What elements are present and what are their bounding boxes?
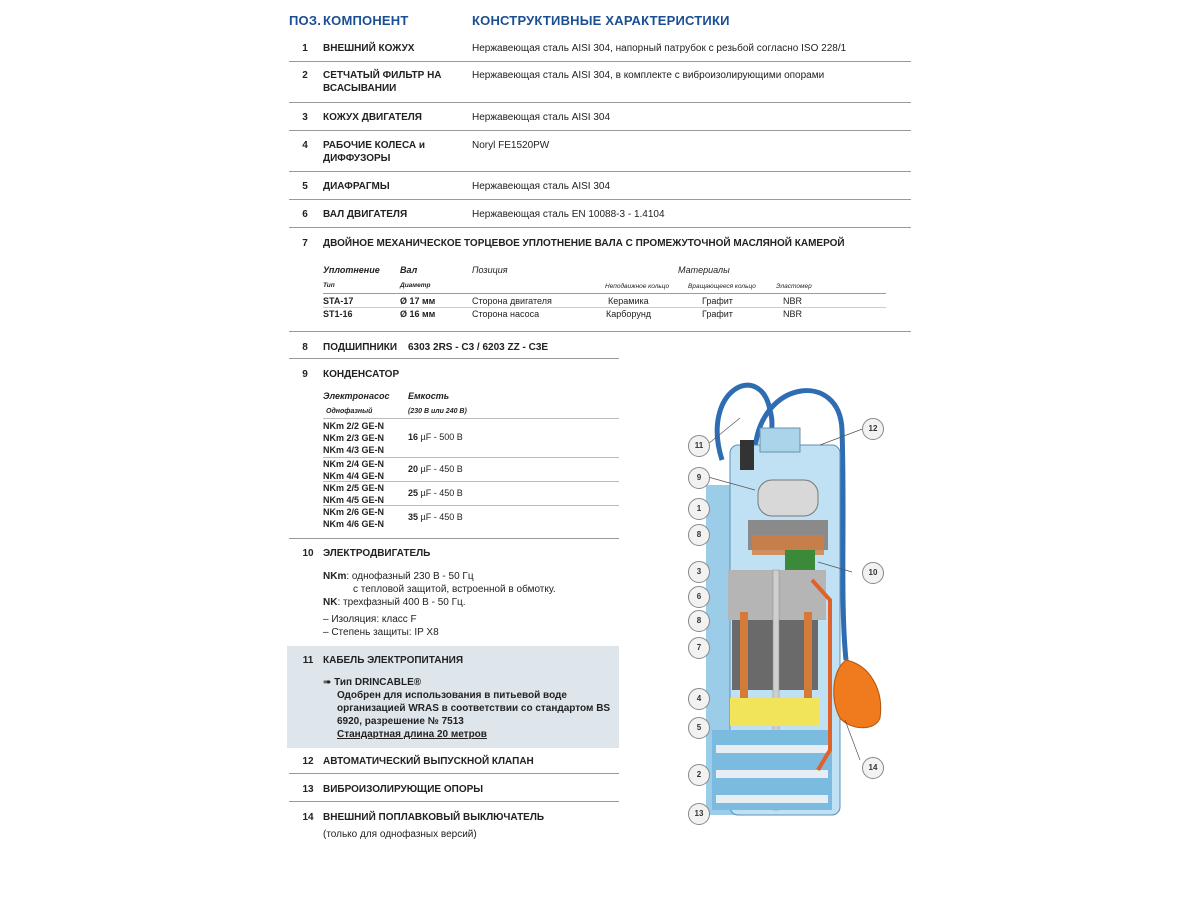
row-number: 3 [302, 112, 308, 123]
row-number: 9 [302, 369, 308, 380]
motor-nk: NK: трехфазный 400 В - 50 Гц. [323, 597, 466, 608]
header-component: КОМПОНЕНТ [323, 13, 409, 28]
cap-subheader-phase: Однофазный [326, 408, 373, 415]
seal-subheader-type: Тип [323, 282, 335, 289]
cap-value: 25 µF - 450 В [408, 488, 463, 498]
seal-fixed-ring: Керамика [608, 296, 649, 306]
winding-left [740, 612, 748, 702]
component-name: ВАЛ ДВИГАТЕЛЯ [323, 209, 408, 220]
row-number: 1 [302, 43, 308, 54]
row-number: 8 [302, 342, 308, 353]
cap-models: NKm 2/2 GE-N NKm 2/3 GE-N NKm 4/3 GE-N [323, 421, 385, 455]
bearings-value: 6303 2RS - C3 / 6203 ZZ - C3E [408, 342, 549, 353]
component-desc: Нержавеющая сталь AISI 304 [472, 181, 611, 192]
divider [323, 293, 886, 294]
component-name: КОНДЕНСАТОР [323, 369, 400, 380]
impeller-3 [716, 795, 828, 803]
cable-length: Стандартная длина 20 метров [337, 729, 487, 740]
seal-subheader-rotating-ring: Вращающееся кольцо [688, 283, 756, 290]
seal-rotating-ring: Графит [702, 309, 733, 319]
cap-models: NKm 2/5 GE-N NKm 4/5 GE-N [323, 483, 385, 505]
row-number: 11 [302, 655, 314, 666]
component-desc: Нержавеющая сталь AISI 304 [472, 112, 611, 123]
cable-approval-line: Одобрен для использования в питьевой воде [337, 690, 567, 701]
seal-diameter: Ø 16 мм [400, 309, 436, 319]
callout-13: 13 [688, 803, 710, 825]
capacitor [758, 480, 818, 516]
row-number: 14 [302, 812, 314, 823]
component-name: КАБЕЛЬ ЭЛЕКТРОПИТАНИЯ [323, 655, 464, 666]
callout-12: 12 [862, 418, 884, 440]
seal-header-shaft: Вал [400, 265, 418, 275]
cap-models: NKm 2/6 GE-N NKm 4/6 GE-N [323, 507, 385, 529]
divider [289, 199, 911, 200]
seal-header-position: Позиция [472, 265, 508, 275]
callout-14: 14 [862, 757, 884, 779]
divider [289, 358, 619, 359]
float-switch [834, 660, 881, 728]
row-number: 6 [302, 209, 308, 220]
row-number: 13 [302, 784, 314, 795]
seal-position: Сторона двигателя [472, 296, 552, 306]
row-number: 12 [302, 756, 314, 767]
cable-approval-line: 6920, разрешение № 7513 [337, 716, 464, 727]
callout-3: 3 [688, 561, 710, 583]
valve-housing [760, 428, 800, 452]
seal-subheader-fixed-ring: Неподвижное кольцо [605, 283, 670, 290]
header-pos: ПОЗ. [289, 13, 322, 28]
seal-position: Сторона насоса [472, 309, 540, 319]
cap-header-pump: Электронасос [323, 391, 390, 401]
winding-right [804, 612, 812, 702]
row-number: 7 [302, 238, 308, 249]
callout-1: 1 [688, 498, 710, 520]
cap-value: 16 µF - 500 В [408, 432, 463, 442]
cap-subheader-voltage: (230 В или 240 В) [408, 408, 467, 415]
cap-value: 20 µF - 450 В [408, 464, 463, 474]
row-number: 5 [302, 181, 308, 192]
seal-elastomer: NBR [783, 296, 803, 306]
motor-nkm-note: с тепловой защитой, встроенной в обмотку. [353, 584, 556, 595]
divider [323, 418, 619, 419]
callout-11: 11 [688, 435, 710, 457]
callout-6: 6 [688, 586, 710, 608]
divider [289, 227, 911, 228]
row-number: 2 [302, 70, 308, 81]
cap-header-capacity: Емкость [408, 391, 450, 401]
oil-chamber [730, 698, 820, 726]
divider [289, 538, 619, 539]
component-name: СЕТЧАТЫЙ ФИЛЬТР НА ВСАСЫВАНИИ [323, 70, 442, 94]
row-number: 4 [302, 140, 308, 151]
cable-type: ➠ Тип DRINCABLE® [323, 677, 422, 688]
component-note: (только для однофазных версий) [323, 829, 477, 840]
motor-nkm: NKm: однофазный 230 В - 50 Гц [323, 571, 474, 582]
callout-2: 2 [688, 764, 710, 786]
cable-approval-line: организацией WRAS в соответствии со стандартом BS [337, 703, 611, 714]
header-characteristics: КОНСТРУКТИВНЫЕ ХАРАКТЕРИСТИКИ [472, 13, 730, 28]
seal-subheader-diameter: Диаметр [400, 282, 431, 289]
component-name: РАБОЧИЕ КОЛЕСА и ДИФФУЗОРЫ [323, 140, 426, 164]
seal-type: STA-17 [323, 296, 354, 306]
cap-value: 35 µF - 450 В [408, 512, 463, 522]
component-name: ЭЛЕКТРОДВИГАТЕЛЬ [323, 548, 431, 559]
divider [289, 130, 911, 131]
callout-10: 10 [862, 562, 884, 584]
component-desc: Noryl FE1520PW [472, 140, 550, 151]
callout-8b: 8 [688, 610, 710, 632]
component-name: ВНЕШНИЙ ПОПЛАВКОВЫЙ ВЫКЛЮЧАТЕЛЬ [323, 812, 545, 823]
component-name: ВНЕШНИЙ КОЖУХ [323, 43, 415, 54]
component-name: ДВОЙНОЕ МЕХАНИЧЕСКОЕ ТОРЦЕВОЕ УПЛОТНЕНИЕ ВАЛА С ПРОМЕЖУТОЧНОЙ МАСЛЯНОЙ КАМЕРОЙ [323, 238, 845, 249]
seal-elastomer: NBR [783, 309, 803, 319]
seal-type: ST1-16 [323, 309, 353, 319]
component-desc: Нержавеющая сталь AISI 304, в комплекте с виброизолирующими опорами [472, 70, 825, 81]
impeller-2 [716, 770, 828, 778]
divider [289, 801, 619, 802]
component-desc: Нержавеющая сталь AISI 304, напорный патрубок с резьбой согласно ISO 228/1 [472, 43, 847, 54]
component-name: ВИБРОИЗОЛИРУЮЩИЕ ОПОРЫ [323, 784, 484, 795]
divider [289, 61, 911, 62]
callout-7: 7 [688, 637, 710, 659]
divider [289, 102, 911, 103]
cap-models: NKm 2/4 GE-N NKm 4/4 GE-N [323, 459, 385, 481]
impeller-1 [716, 745, 828, 753]
motor-protection: – Степень защиты: IP X8 [323, 627, 439, 638]
motor-insulation: – Изоляция: класс F [323, 614, 417, 625]
component-name: КОЖУХ ДВИГАТЕЛЯ [323, 112, 422, 123]
divider [289, 331, 911, 332]
divider [289, 773, 619, 774]
component-name: ПОДШИПНИКИ [323, 342, 398, 353]
component-desc: Нержавеющая сталь EN 10088-3 - 1.4104 [472, 209, 665, 220]
component-name: АВТОМАТИЧЕСКИЙ ВЫПУСКНОЙ КЛАПАН [323, 756, 534, 767]
divider [289, 171, 911, 172]
callout-8: 8 [688, 524, 710, 546]
callout-9: 9 [688, 467, 710, 489]
callout-5: 5 [688, 717, 710, 739]
component-name: ДИАФРАГМЫ [323, 181, 390, 192]
seal-header-seal: Уплотнение [323, 265, 380, 275]
seal-header-materials: Материалы [678, 265, 730, 275]
seal-rotating-ring: Графит [702, 296, 733, 306]
row-number: 10 [302, 548, 314, 559]
seal-subheader-elastomer: Эластомер [776, 283, 812, 290]
seal-fixed-ring: Карборунд [606, 309, 652, 319]
seal-diameter: Ø 17 мм [400, 296, 436, 306]
callout-4: 4 [688, 688, 710, 710]
divider [323, 307, 886, 308]
cable-gland [740, 440, 754, 470]
